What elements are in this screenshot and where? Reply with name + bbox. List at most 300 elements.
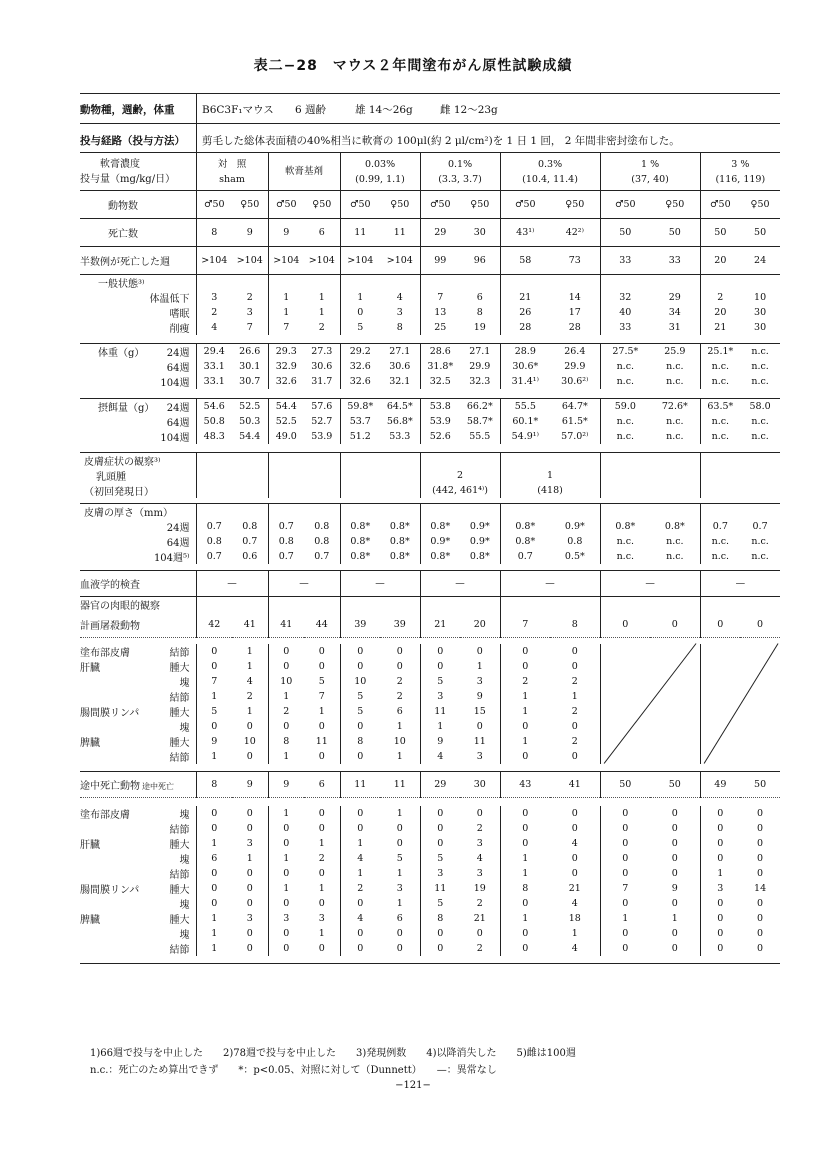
data-cell: 30.6 (389, 360, 411, 372)
data-cell: 0 (757, 618, 764, 630)
data-cell: n.c. (666, 536, 684, 547)
data-cell: 9 (671, 882, 678, 894)
data-cell (650, 504, 700, 520)
data-cell (340, 452, 380, 468)
papilloma-03-day: (418) (500, 483, 600, 498)
data-cell (196, 483, 232, 498)
group-name: 0.3% (537, 158, 563, 170)
data-cell: 53.3 (389, 431, 411, 442)
data-cell: 2 (196, 305, 232, 320)
data-cell: 2 (396, 690, 403, 702)
data-cell: 28.9 (500, 343, 550, 359)
data-cell: 1 (571, 690, 578, 702)
data-cell: 10 (754, 292, 767, 303)
data-cell: n.c. (600, 414, 650, 429)
group-0-header (196, 153, 268, 191)
data-cell: 0 (268, 926, 304, 941)
weight-row-label (80, 374, 196, 389)
data-cell: 99 (420, 247, 460, 275)
data-cell: 3 (420, 689, 460, 704)
data-cell: 0 (600, 612, 650, 638)
data-cell: 4 (476, 852, 483, 864)
data-cell: 5 (340, 320, 380, 335)
halfdeath-label: 半数例が死亡した週 (80, 247, 196, 275)
data-cell (700, 659, 740, 674)
data-cell: 5 (420, 896, 460, 911)
data-cell: 1 (246, 645, 253, 657)
food-row (80, 414, 780, 429)
data-cell: 11 (473, 735, 486, 747)
data-cell: 10 (393, 735, 406, 747)
data-cell: 0 (700, 836, 740, 851)
thickness-week-label: 64週 (166, 538, 190, 549)
data-cell: 63.5* (700, 399, 740, 415)
data-cell: 1 (246, 660, 253, 672)
data-cell: 0 (700, 911, 740, 926)
data-cell: 0 (757, 807, 764, 819)
data-cell: 2 (318, 322, 325, 333)
hematology-cell: — (500, 570, 600, 596)
data-cell (740, 468, 780, 483)
data-cell: 0 (571, 720, 578, 732)
data-cell: n.c. (600, 534, 650, 549)
died-sublabel: 途中死亡 (142, 782, 174, 791)
data-cell (700, 719, 740, 734)
papilloma-label: 乳頭腫 (96, 471, 126, 483)
data-cell: 0 (600, 941, 650, 956)
data-cell: 0 (500, 644, 550, 659)
spacer-row (80, 444, 780, 452)
group-4-header (500, 153, 600, 191)
data-cell: n.c. (751, 551, 769, 562)
data-cell (196, 468, 232, 483)
data-cell: 0 (318, 750, 325, 762)
data-cell: 3 (196, 290, 232, 305)
food-row-label (80, 429, 196, 444)
data-cell: 1 (500, 689, 550, 704)
data-cell: 0.7 (752, 521, 768, 532)
skin-obs-label: 皮膚症状の観察³⁾ (80, 452, 196, 468)
data-cell: 0 (500, 821, 550, 836)
data-cell: 28 (568, 322, 581, 333)
finding-name: 結節 (169, 824, 190, 836)
data-cell: 0 (700, 806, 740, 821)
data-cell: 0 (268, 866, 304, 881)
data-cell: 5 (340, 689, 380, 704)
first-onset-row (80, 483, 780, 498)
data-cell: 27.3 (304, 343, 340, 359)
data-cell (420, 596, 460, 612)
spacer (80, 798, 780, 806)
general-item-label: 体温低下 (149, 294, 190, 305)
data-cell: 0 (671, 852, 678, 864)
data-cell: 0 (757, 852, 764, 864)
data-cell: 0 (268, 644, 304, 659)
data-cell: 0.8 (314, 536, 330, 547)
data-cell (700, 504, 740, 520)
data-cell (650, 674, 700, 689)
data-cell: 54.4 (268, 399, 304, 415)
data-cell: 64.5* (380, 399, 420, 415)
data-cell: 26.6 (232, 343, 268, 359)
data-cell (650, 704, 700, 719)
data-cell: n.c. (600, 429, 650, 444)
data-cell: 7 (318, 690, 325, 702)
data-cell: 0.8* (389, 521, 410, 532)
data-cell: 0 (396, 660, 403, 672)
spacer (80, 389, 780, 399)
died-organ-row-label (80, 851, 196, 866)
data-cell: 1 (196, 911, 232, 926)
data-cell: 66.2* (460, 399, 500, 415)
data-cell: 0 (196, 806, 232, 821)
finding-name: 塊 (179, 809, 190, 821)
hematology-cell: — (340, 570, 420, 596)
data-cell: 50 (700, 219, 740, 247)
food-row (80, 399, 780, 415)
data-cell: 0 (268, 659, 304, 674)
data-cell: 0 (196, 896, 232, 911)
data-cell (268, 452, 304, 468)
data-cell: 53.9 (420, 414, 460, 429)
data-cell: 1 (340, 290, 380, 305)
general-label: 一般状態³⁾ (80, 275, 196, 291)
data-cell: 0.8 (242, 521, 258, 532)
data-cell: 8 (476, 307, 483, 318)
data-cell: 73 (550, 247, 600, 275)
data-cell: n.c. (600, 549, 650, 564)
data-cell: 1 (600, 911, 650, 926)
data-cell: 57.6 (304, 399, 340, 415)
data-cell (196, 504, 232, 520)
data-cell: 41 (243, 618, 256, 630)
data-cell: 0 (600, 836, 650, 851)
data-cell: 32 (600, 290, 650, 305)
data-cell: 31 (668, 322, 681, 333)
group-dose: (116, 119) (715, 173, 766, 185)
data-cell: 96 (460, 247, 500, 275)
data-cell: 30 (460, 219, 500, 247)
data-cell (650, 644, 700, 659)
data-cell: 54.6 (196, 399, 232, 415)
data-cell (600, 689, 650, 704)
data-cell (700, 689, 740, 704)
data-cell (232, 596, 268, 612)
thickness-week-label: 104週⁵⁾ (153, 553, 190, 564)
organ-name: 肝臓 (80, 662, 100, 674)
data-cell: 0 (671, 837, 678, 849)
data-cell: 0 (420, 806, 460, 821)
data-cell: 31.7 (311, 375, 333, 387)
data-cell: 0 (700, 821, 740, 836)
data-cell: 39 (340, 612, 380, 638)
data-cell: n.c. (751, 431, 769, 442)
group-6-header (700, 153, 780, 191)
data-cell: n.c. (700, 414, 740, 429)
data-cell: 8 (268, 734, 304, 749)
data-cell: 0 (757, 897, 764, 909)
data-cell: 0 (396, 837, 403, 849)
data-cell (600, 644, 650, 659)
data-cell: 0 (571, 822, 578, 834)
week-label: 64週 (166, 418, 190, 429)
died-organ-row (80, 941, 780, 956)
week-label: 104週 (160, 433, 190, 444)
group-2-header (340, 153, 420, 191)
data-cell: 0 (268, 896, 304, 911)
data-cell: 1 (196, 689, 232, 704)
data-cell: 30.6²⁾ (561, 375, 589, 387)
data-cell (196, 596, 232, 612)
data-cell: 1 (396, 867, 403, 879)
week-label: 24週 (166, 347, 190, 359)
data-cell: 58 (500, 247, 550, 275)
data-cell: 0 (396, 942, 403, 954)
data-cell: 0.5* (564, 551, 585, 562)
data-cell: 32.5 (420, 374, 460, 389)
data-cell: 29 (668, 292, 681, 303)
end-rule-row (80, 964, 780, 965)
data-cell: 0.7 (196, 519, 232, 534)
data-cell (740, 689, 780, 704)
route-value: 剪毛した総体表面積の40%相当に軟膏の 100μl(約 2 μl/cm²)を 1 日 1 回， 2 年間非密封塗布した。 (202, 135, 680, 147)
data-cell: ♀50 (740, 191, 780, 219)
data-cell: 8 (420, 911, 460, 926)
data-cell: 0 (340, 644, 380, 659)
data-cell: 0 (340, 719, 380, 734)
data-cell: 0 (420, 659, 460, 674)
food-row-label (80, 399, 196, 415)
data-cell: 2 (571, 675, 578, 687)
data-cell: 33 (600, 320, 650, 335)
sched-organ-row-label (80, 734, 196, 749)
data-cell (700, 704, 740, 719)
data-cell: ♀50 (550, 191, 600, 219)
page-title: 表二−28 マウス２年間塗布がん原性試験成績 (253, 58, 573, 74)
data-cell: 0 (600, 896, 650, 911)
finding-name: 塊 (179, 722, 190, 734)
spacer-row (80, 798, 780, 806)
data-cell (740, 659, 780, 674)
data-cell: n.c. (740, 343, 780, 359)
data-cell: 0.8* (469, 551, 490, 562)
data-cell: 0 (671, 822, 678, 834)
data-cell: 29.9 (564, 360, 586, 372)
data-cell: 0.8 (196, 534, 232, 549)
data-cell: 30.7 (239, 375, 261, 387)
data-cell: 1 (268, 806, 304, 821)
data-cell: 0 (340, 659, 380, 674)
finding-name: 結節 (169, 647, 190, 659)
organ-name: 塗布部皮膚 (80, 647, 130, 659)
data-cell: 0.8* (664, 521, 685, 532)
died-organ-row-label (80, 836, 196, 851)
data-cell: 30.6 (311, 360, 333, 372)
data-cell: n.c. (751, 360, 769, 372)
data-cell: 0.8* (500, 534, 550, 549)
data-cell: 29.9 (469, 360, 491, 372)
data-cell: 0.7 (268, 519, 304, 534)
data-cell: 0 (600, 821, 650, 836)
data-cell: 32.6 (340, 359, 380, 374)
data-cell: 0 (396, 822, 403, 834)
data-cell: 1 (318, 927, 325, 939)
data-cell (304, 504, 340, 520)
animals-label: 動物数 (80, 191, 196, 219)
data-cell: 9 (476, 690, 483, 702)
data-cell: 3 (396, 882, 403, 894)
finding-name: 結節 (169, 692, 190, 704)
data-cell: 20 (700, 247, 740, 275)
data-cell: 2 (476, 822, 483, 834)
sched-organ-row (80, 644, 780, 659)
data-cell: 6 (304, 219, 340, 247)
data-cell: 0 (757, 927, 764, 939)
data-cell: 9 (268, 772, 304, 798)
data-cell: 14 (568, 292, 581, 303)
macro-label: 器官の肉眼的観察 (80, 596, 196, 612)
group-dose: (10.4, 11.4) (522, 173, 578, 185)
first-onset-label: （初回発現日） (84, 486, 154, 498)
general-item-row (80, 305, 780, 320)
data-cell: 0.6 (242, 551, 258, 562)
spacer (80, 335, 780, 343)
data-cell (380, 452, 420, 468)
weight-row (80, 359, 780, 374)
data-cell: 0 (340, 821, 380, 836)
data-cell: 2 (476, 897, 483, 909)
data-cell: n.c. (751, 375, 769, 387)
data-cell: 8 (196, 219, 232, 247)
data-cell: 1 (268, 290, 304, 305)
data-cell: 28 (500, 320, 550, 335)
data-cell (700, 596, 740, 612)
data-cell: 0.8 (268, 534, 304, 549)
group-5-header (600, 153, 700, 191)
data-cell: 1 (318, 292, 325, 303)
data-cell (740, 644, 780, 659)
organ-name: 腸間膜リンパ (80, 884, 140, 896)
died-organ-row-label (80, 821, 196, 836)
died-label-text: 途中死亡動物 (80, 781, 140, 792)
finding-name: 塊 (179, 677, 190, 689)
data-cell (650, 689, 700, 704)
data-cell: >104 (232, 247, 268, 275)
data-cell (650, 275, 700, 291)
data-cell: 5 (318, 675, 325, 687)
week-label: 24週 (166, 403, 190, 414)
data-cell: 1 (318, 837, 325, 849)
data-cell: n.c. (700, 374, 740, 389)
papilloma-row (80, 468, 780, 483)
macro-title-row (80, 596, 780, 612)
data-cell: 3 (268, 911, 304, 926)
data-cell: 27.1 (460, 343, 500, 359)
data-cell: 21 (473, 912, 486, 924)
died-organ-row-label (80, 941, 196, 956)
died-organ-row-label (80, 926, 196, 941)
data-cell: 25 (420, 320, 460, 335)
data-cell (740, 704, 780, 719)
data-cell (420, 504, 460, 520)
data-cell: 0 (571, 750, 578, 762)
data-cell: 49.0 (268, 429, 304, 444)
data-cell (650, 483, 700, 498)
data-cell: 33 (600, 247, 650, 275)
group-name: 0.1% (447, 158, 473, 170)
data-cell (650, 719, 700, 734)
data-cell (740, 504, 780, 520)
data-cell: 51.2 (340, 429, 380, 444)
data-cell: ♂50 (196, 191, 232, 219)
data-cell: 0 (476, 720, 483, 732)
week-label: 64週 (166, 362, 190, 374)
data-cell: 0 (246, 750, 253, 762)
data-cell: ♂50 (420, 191, 460, 219)
data-cell: 8 (196, 772, 232, 798)
data-cell: 4 (571, 837, 578, 849)
group-3-header (420, 153, 500, 191)
data-cell: 0 (246, 867, 253, 879)
data-cell (740, 596, 780, 612)
data-cell: 30 (754, 322, 767, 333)
data-cell: 1 (340, 866, 380, 881)
data-cell: 0 (476, 927, 483, 939)
data-cell: 34 (668, 307, 681, 318)
data-cell (650, 749, 700, 764)
data-cell: 1 (671, 912, 678, 924)
data-cell: 25.9 (650, 343, 700, 359)
data-cell: 13 (420, 305, 460, 320)
data-cell (268, 596, 304, 612)
data-cell (650, 659, 700, 674)
data-cell: ♀50 (650, 191, 700, 219)
data-cell: 0 (246, 720, 253, 732)
data-cell (700, 275, 740, 291)
data-cell: 3 (476, 837, 483, 849)
data-cell: 29 (420, 772, 460, 798)
data-cell: 0 (476, 645, 483, 657)
died-organ-row (80, 896, 780, 911)
data-cell: 54.4 (239, 431, 261, 442)
data-cell: 0 (700, 941, 740, 956)
species-value: B6C3F₁マウス (202, 104, 274, 116)
finding-name: 腫大 (169, 737, 190, 749)
data-cell: 0 (420, 926, 460, 941)
data-cell: 0 (500, 806, 550, 821)
data-cell: 10 (340, 674, 380, 689)
data-cell: 50 (600, 772, 650, 798)
data-cell: 0 (671, 942, 678, 954)
section-title: 摂餌量（g） (98, 403, 155, 414)
dose-label: 投与量（mg/kg/日） (80, 173, 176, 185)
died-organ-row (80, 836, 780, 851)
age-value: 6 週齢 (295, 104, 327, 116)
data-cell: 0 (420, 821, 460, 836)
finding-name: 腫大 (169, 884, 190, 896)
died-organ-row-label (80, 911, 196, 926)
finding-name: 腫大 (169, 662, 190, 674)
data-cell: 0 (318, 822, 325, 834)
thickness-row (80, 549, 780, 564)
data-cell: 0.8* (389, 536, 410, 547)
data-cell: 0 (246, 942, 253, 954)
data-cell: 42 (196, 612, 232, 638)
spacer (80, 956, 780, 964)
data-cell: 0 (757, 912, 764, 924)
data-cell: n.c. (666, 375, 684, 387)
data-cell: 0 (700, 612, 740, 638)
